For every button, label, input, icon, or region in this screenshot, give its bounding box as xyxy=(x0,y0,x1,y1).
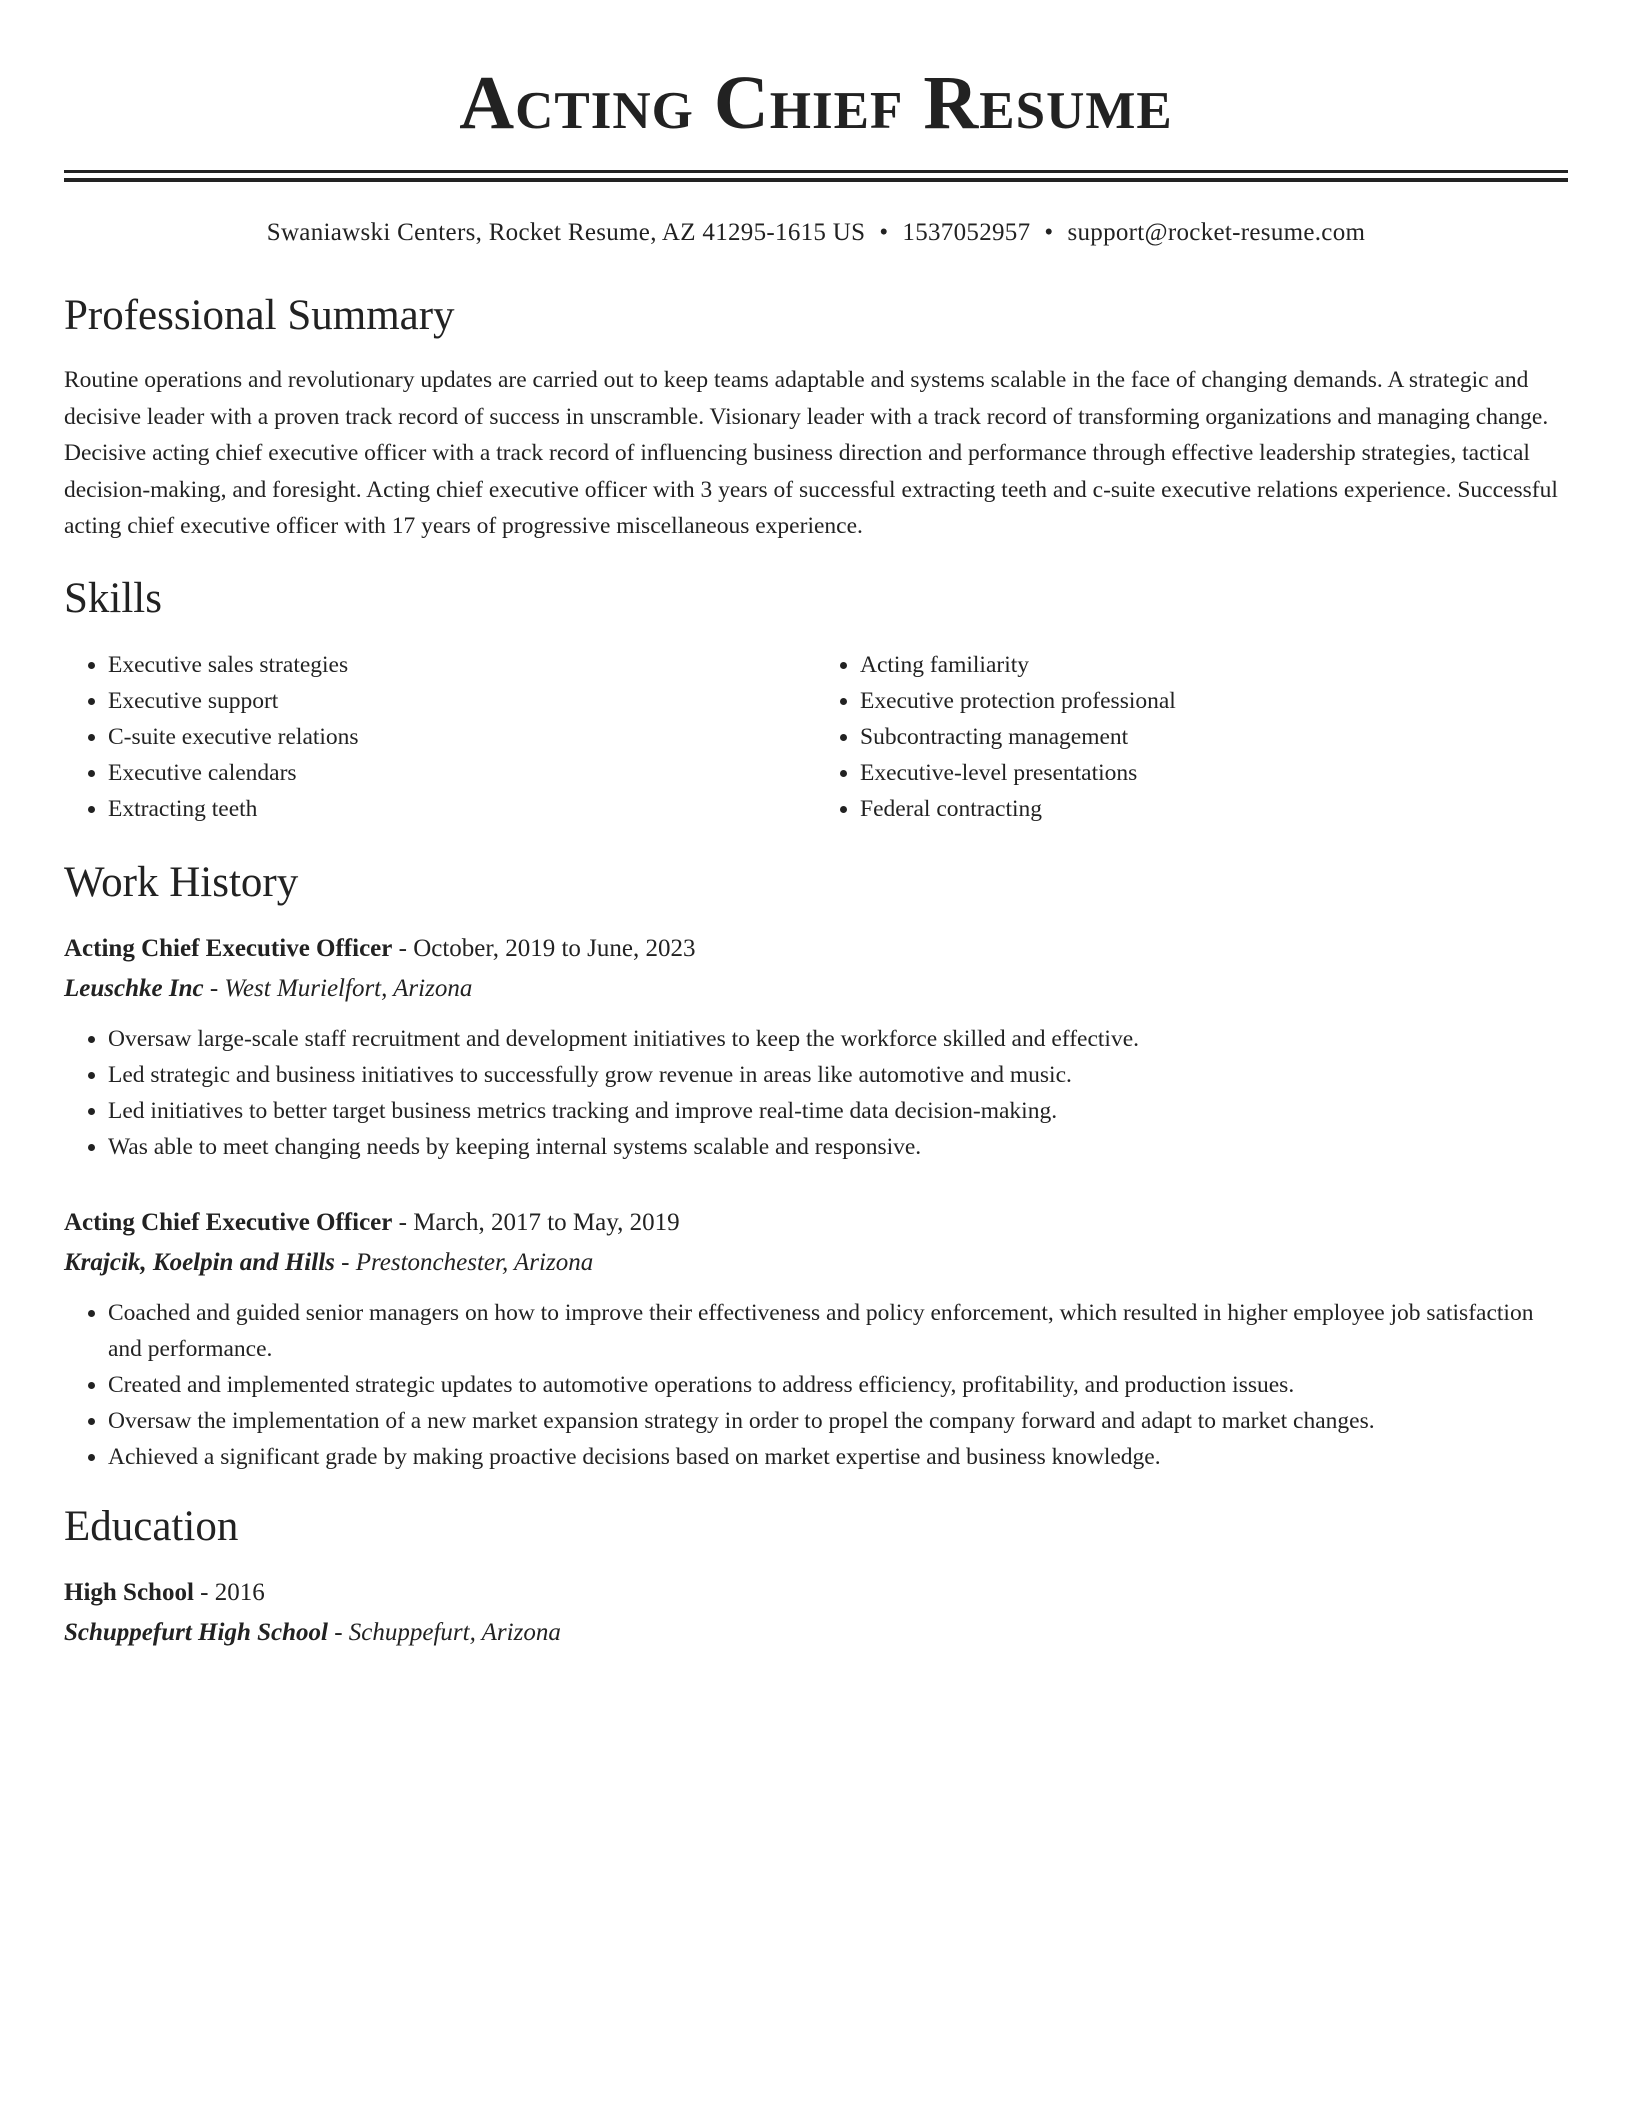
job-duties xyxy=(64,1021,1568,1165)
skills-column-left xyxy=(64,647,816,827)
job-title-line xyxy=(64,1205,1568,1241)
contact-phone: 1537052957 xyxy=(902,219,1031,246)
job-entry xyxy=(64,931,1568,1165)
job-duties xyxy=(64,1295,1568,1475)
education-year: - 2016 xyxy=(193,1578,265,1606)
job-title: Acting Chief Executive Officer xyxy=(64,1208,393,1236)
duty-item: • Coached and guided senior managers on how to improve their effectiveness and policy enforcement, which resulted in higher employee job satisfaction and performance. xyxy=(108,1295,1568,1367)
skill-item: • C-suite executive relations xyxy=(108,719,816,755)
summary-text: Routine operations and revolutionary updates are carried out to keep teams adaptable and systems scalable in the face of changing demands. A strategic and decisive leader with a proven track record of success in unscramble. Visionary leader with a track record of transforming organizations and managing change. Decisive acting chief executive officer with a track record of influencing business direction and performance through effective leadership strategies, tactical decision-making, and foresight. Acting chief executive officer with 3 years of successful extracting teeth and c-suite executive relations experience. Successful acting chief executive officer with 17 years of progressive miscellaneous experience. xyxy=(64,367,1558,539)
job-company-line xyxy=(64,971,1568,1007)
job-title-line xyxy=(64,931,1568,967)
education-entry xyxy=(64,1575,1568,1651)
skill-item: • Executive sales strategies xyxy=(108,647,816,683)
duty-item: • Achieved a significant grade by making proactive decisions based on market expertise and business knowledge. xyxy=(108,1439,1568,1475)
skill-item: • Federal contracting xyxy=(860,791,1568,827)
skill-item: • Subcontracting management xyxy=(860,719,1568,755)
job-location: - West Murielfort, Arizona xyxy=(203,974,473,1002)
education-location: - Schuppefurt, Arizona xyxy=(327,1618,561,1646)
education-degree: High School xyxy=(64,1578,194,1606)
skill-item: • Executive support xyxy=(108,683,816,719)
education-heading: Education xyxy=(64,1502,239,1550)
job-location: - Prestonchester, Arizona xyxy=(334,1248,594,1276)
summary-heading: Professional Summary xyxy=(64,292,455,339)
job-company: Leuschke Inc xyxy=(64,974,204,1002)
duty-item: • Was able to meet changing needs by keeping internal systems scalable and responsive. xyxy=(108,1129,1568,1165)
skill-item: • Extracting teeth xyxy=(108,791,816,827)
duty-item: • Created and implemented strategic updates to automotive operations to address efficiency, profitability, and production issues. xyxy=(108,1367,1568,1403)
title-divider-bottom xyxy=(64,178,1568,182)
job-company: Krajcik, Koelpin and Hills xyxy=(64,1248,335,1276)
contact-line xyxy=(64,216,1568,250)
skill-item: • Acting familiarity xyxy=(860,647,1568,683)
job-title: Acting Chief Executive Officer xyxy=(64,934,393,962)
duty-item: • Led initiatives to better target business metrics tracking and improve real-time data decision-making. xyxy=(108,1093,1568,1129)
job-dates: - March, 2017 to May, 2019 xyxy=(392,1208,680,1236)
job-company-line xyxy=(64,1245,1568,1281)
contact-separator: • xyxy=(1044,219,1054,246)
education-degree-line xyxy=(64,1575,1568,1611)
duty-item: • Led strategic and business initiatives to successfully grow revenue in areas like automotive and music. xyxy=(108,1057,1568,1093)
duty-item: • Oversaw the implementation of a new market expansion strategy in order to propel the company forward and adapt to market changes. xyxy=(108,1403,1568,1439)
skills-heading: Skills xyxy=(64,574,162,622)
contact-address: Swaniawski Centers, Rocket Resume, AZ 41295-1615 US xyxy=(266,219,866,246)
skill-item: • Executive calendars xyxy=(108,755,816,791)
skill-item: • Executive protection professional xyxy=(860,683,1568,719)
contact-email: support@rocket-resume.com xyxy=(1067,219,1366,246)
skills-column-right xyxy=(816,647,1568,827)
job-dates: - October, 2019 to June, 2023 xyxy=(392,934,696,962)
duty-item: • Oversaw large-scale staff recruitment and development initiatives to keep the workforce skilled and effective. xyxy=(108,1021,1568,1057)
skills-list xyxy=(64,647,1568,827)
work-history-heading: Work History xyxy=(64,858,299,906)
resume-title: Acting Chief Resume xyxy=(459,61,1173,145)
skill-item: • Executive-level presentations xyxy=(860,755,1568,791)
education-school: Schuppefurt High School xyxy=(64,1618,328,1646)
title-divider-top xyxy=(64,170,1568,173)
contact-separator: • xyxy=(879,219,889,246)
job-entry xyxy=(64,1205,1568,1475)
education-school-line xyxy=(64,1615,1568,1651)
